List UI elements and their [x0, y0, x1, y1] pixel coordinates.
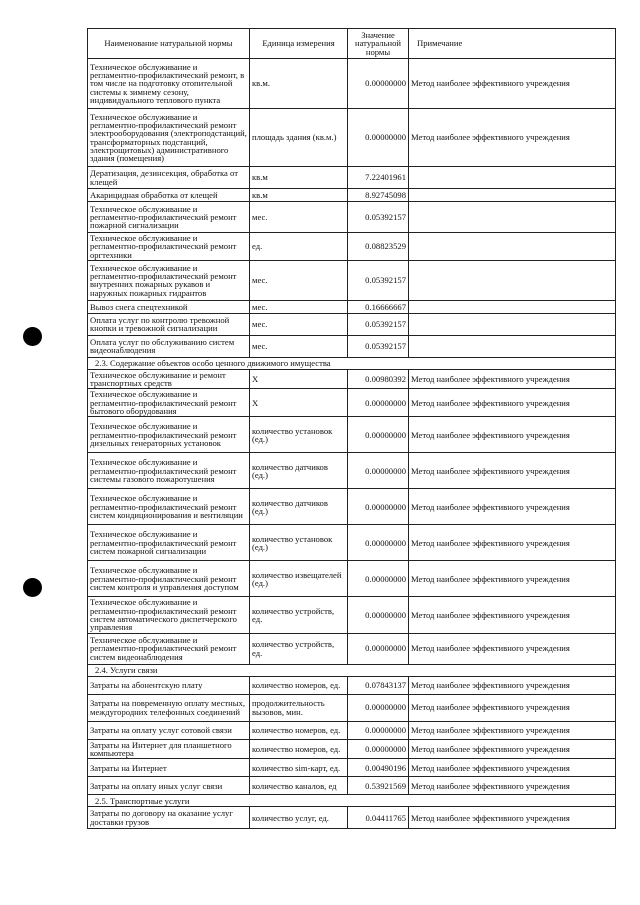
cell-name: Затраты на Интернет для планшетного компьютера	[88, 739, 250, 759]
cell-value: 0.00490196	[348, 759, 409, 777]
norms-table	[87, 28, 616, 829]
cell-name: Затраты на абонентскую плату	[88, 676, 250, 694]
table-row	[88, 417, 616, 453]
cell-unit: количество номеров, ед.	[250, 721, 348, 739]
cell-note: Метод наиболее эффективного учреждения	[409, 489, 616, 525]
cell-value: 0.05392157	[348, 335, 409, 357]
cell-name: Техническое обслуживание и регламентно-профилактический ремонт систем видеонаблюдения	[88, 633, 250, 664]
cell-note	[409, 189, 616, 202]
header-note: Примечание	[409, 29, 616, 59]
cell-unit: количество номеров, ед.	[250, 676, 348, 694]
cell-name: Техническое обслуживание и регламентно-профилактический ремонт внутренних пожарных рукавов и наружных пожарных гидрантов	[88, 260, 250, 300]
table-row	[88, 721, 616, 739]
table-row	[88, 759, 616, 777]
table-row	[88, 561, 616, 597]
header-name: Наименование натуральной нормы	[88, 29, 250, 59]
cell-unit: количество устройств, ед.	[250, 633, 348, 664]
cell-value: 0.00000000	[348, 489, 409, 525]
cell-value: 0.00000000	[348, 561, 409, 597]
cell-value: 0.04411765	[348, 807, 409, 829]
table-row	[88, 167, 616, 189]
cell-name: Оплата услуг по контролю тревожной кнопки и тревожной сигнализации	[88, 313, 250, 335]
table-header-row	[88, 29, 616, 59]
cell-unit: продолжительность вызовов, мин.	[250, 694, 348, 721]
cell-name: Затраты по договору на оказание услуг доставки грузов	[88, 807, 250, 829]
cell-unit: мес.	[250, 260, 348, 300]
table-row	[88, 525, 616, 561]
cell-value: 0.00000000	[348, 417, 409, 453]
cell-note: Метод наиболее эффективного учреждения	[409, 739, 616, 759]
cell-value: 0.53921569	[348, 777, 409, 795]
cell-unit: количество sim-карт, ед.	[250, 759, 348, 777]
cell-unit: Х	[250, 389, 348, 417]
cell-value: 0.00000000	[348, 597, 409, 633]
section-label: 2.5. Транспортные услуги	[88, 795, 616, 807]
cell-value: 0.00000000	[348, 633, 409, 664]
table-row	[88, 389, 616, 417]
cell-note: Метод наиболее эффективного учреждения	[409, 109, 616, 167]
cell-value: 0.00000000	[348, 739, 409, 759]
section-row	[88, 795, 616, 807]
cell-name: Техническое обслуживание и регламентно-профилактический ремонт электрооборудования (электроподстанций, трансформаторных подстанций, электрощитовых) административного здания (помещения)	[88, 109, 250, 167]
cell-value: 0.00000000	[348, 525, 409, 561]
cell-name: Оплата услуг по обслуживанию систем видеонаблюдения	[88, 335, 250, 357]
section-label: 2.3. Содержание объектов особо ценного движимого имущества	[88, 357, 616, 369]
cell-unit: мес.	[250, 202, 348, 233]
table-row	[88, 260, 616, 300]
cell-name: Техническое обслуживание и регламентно-профилактический ремонт систем кондиционирования и вентиляции	[88, 489, 250, 525]
cell-name: Дератизация, дезинсекция, обработка от клещей	[88, 167, 250, 189]
cell-unit: количество номеров, ед.	[250, 739, 348, 759]
cell-note	[409, 300, 616, 313]
cell-unit: количество установок (ед.)	[250, 417, 348, 453]
cell-name: Затраты на оплату услуг сотовой связи	[88, 721, 250, 739]
cell-value: 0.00980392	[348, 369, 409, 389]
cell-value: 0.00000000	[348, 721, 409, 739]
cell-unit: количество услуг, ед.	[250, 807, 348, 829]
cell-value: 0.05392157	[348, 202, 409, 233]
table-row	[88, 676, 616, 694]
cell-note	[409, 313, 616, 335]
table-row	[88, 335, 616, 357]
table-row	[88, 694, 616, 721]
cell-note	[409, 260, 616, 300]
cell-name: Затраты на оплату иных услуг связи	[88, 777, 250, 795]
table-row	[88, 739, 616, 759]
cell-unit: количество каналов, ед	[250, 777, 348, 795]
table-row	[88, 202, 616, 233]
punch-hole-bottom	[23, 578, 42, 597]
cell-note	[409, 233, 616, 261]
cell-value: 0.08823529	[348, 233, 409, 261]
norms-table-body	[88, 29, 616, 829]
cell-name: Техническое обслуживание и регламентно-профилактический ремонт систем автоматического диспетчерского управления	[88, 597, 250, 633]
cell-note	[409, 167, 616, 189]
cell-value: 0.00000000	[348, 453, 409, 489]
cell-name: Техническое обслуживание и регламентно-профилактический ремонт систем контроля и управления доступом	[88, 561, 250, 597]
cell-note: Метод наиболее эффективного учреждения	[409, 633, 616, 664]
cell-note: Метод наиболее эффективного учреждения	[409, 694, 616, 721]
cell-unit: количество устройств, ед.	[250, 597, 348, 633]
cell-note: Метод наиболее эффективного учреждения	[409, 721, 616, 739]
section-row	[88, 664, 616, 676]
cell-note: Метод наиболее эффективного учреждения	[409, 759, 616, 777]
cell-unit: площадь здания (кв.м.)	[250, 109, 348, 167]
section-row	[88, 357, 616, 369]
cell-unit: мес.	[250, 313, 348, 335]
table-row	[88, 189, 616, 202]
cell-name: Техническое обслуживание и регламентно-профилактический ремонт оргтехники	[88, 233, 250, 261]
cell-note: Метод наиболее эффективного учреждения	[409, 561, 616, 597]
cell-unit: кв.м	[250, 167, 348, 189]
cell-name: Техническое обслуживание и ремонт транспортных средств	[88, 369, 250, 389]
cell-unit: мес.	[250, 335, 348, 357]
table-row	[88, 453, 616, 489]
cell-value: 0.00000000	[348, 694, 409, 721]
cell-unit: Х	[250, 369, 348, 389]
cell-value: 0.00000000	[348, 109, 409, 167]
cell-note: Метод наиболее эффективного учреждения	[409, 453, 616, 489]
cell-value: 0.05392157	[348, 313, 409, 335]
header-unit: Единица измерения	[250, 29, 348, 59]
cell-note	[409, 202, 616, 233]
table-row	[88, 597, 616, 633]
table-row	[88, 109, 616, 167]
cell-value: 0.16666667	[348, 300, 409, 313]
cell-value: 0.00000000	[348, 389, 409, 417]
cell-note: Метод наиболее эффективного учреждения	[409, 597, 616, 633]
table-row	[88, 313, 616, 335]
cell-value: 0.05392157	[348, 260, 409, 300]
cell-name: Техническое обслуживание и регламентно-профилактический ремонт дизельных генераторных установок	[88, 417, 250, 453]
cell-name: Техническое обслуживание и регламентно-профилактический ремонт пожарной сигнализации	[88, 202, 250, 233]
cell-unit: количество извещателей (ед.)	[250, 561, 348, 597]
table-row	[88, 633, 616, 664]
table-row	[88, 489, 616, 525]
cell-name: Акарицидная обработка от клещей	[88, 189, 250, 202]
cell-value: 7.22401961	[348, 167, 409, 189]
cell-unit: количество установок (ед.)	[250, 525, 348, 561]
cell-note: Метод наиболее эффективного учреждения	[409, 417, 616, 453]
cell-name: Техническое обслуживание и регламентно-профилактический ремонт систем пожарной сигнализации	[88, 525, 250, 561]
cell-name: Техническое обслуживание и регламентно-профилактический ремонт бытового оборудования	[88, 389, 250, 417]
cell-note: Метод наиболее эффективного учреждения	[409, 369, 616, 389]
cell-unit: количество датчиков (ед.)	[250, 489, 348, 525]
cell-value: 0.00000000	[348, 59, 409, 109]
cell-note: Метод наиболее эффективного учреждения	[409, 59, 616, 109]
cell-name: Затраты на повременную оплату местных, междугородних телефонных соединений	[88, 694, 250, 721]
cell-unit: количество датчиков (ед.)	[250, 453, 348, 489]
cell-value: 8.92745098	[348, 189, 409, 202]
punch-hole-top	[23, 327, 42, 346]
section-label: 2.4. Услуги связи	[88, 664, 616, 676]
table-row	[88, 369, 616, 389]
table-row	[88, 233, 616, 261]
table-row	[88, 777, 616, 795]
cell-note: Метод наиболее эффективного учреждения	[409, 389, 616, 417]
cell-unit: кв.м	[250, 189, 348, 202]
cell-note: Метод наиболее эффективного учреждения	[409, 777, 616, 795]
table-row	[88, 300, 616, 313]
cell-name: Затраты на Интернет	[88, 759, 250, 777]
cell-name: Техническое обслуживание и регламентно-профилактический ремонт системы газового пожаротушения	[88, 453, 250, 489]
cell-unit: кв.м.	[250, 59, 348, 109]
cell-note: Метод наиболее эффективного учреждения	[409, 676, 616, 694]
cell-note: Метод наиболее эффективного учреждения	[409, 525, 616, 561]
cell-note	[409, 335, 616, 357]
cell-unit: ед.	[250, 233, 348, 261]
table-row	[88, 807, 616, 829]
cell-name: Вывоз снега спецтехникой	[88, 300, 250, 313]
cell-unit: мес.	[250, 300, 348, 313]
table-row	[88, 59, 616, 109]
cell-value: 0.07843137	[348, 676, 409, 694]
cell-name: Техническое обслуживание и регламентно-профилактический ремонт, в том числе на подготовку отопительной системы к зимнему сезону, индивидуального теплового пункта	[88, 59, 250, 109]
cell-note: Метод наиболее эффективного учреждения	[409, 807, 616, 829]
header-value: Значение натуральной нормы	[348, 29, 409, 59]
